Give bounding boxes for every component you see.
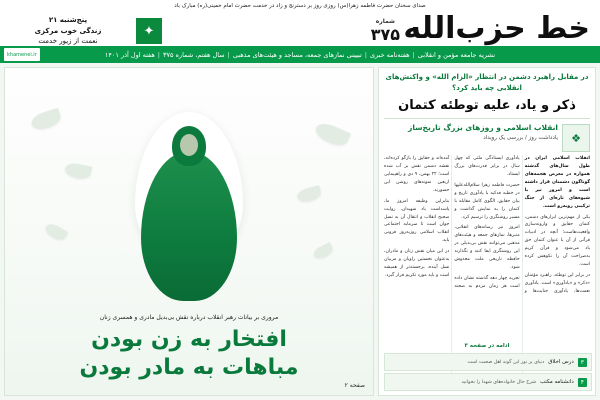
woman-illustration — [129, 112, 249, 297]
article-paragraph: تجربه چهار دهه گذشته نشان داده است هر زمان مردم به صحنه آمده‌اند و حقایق را بازگو کرده‌اند، نقشه دشمن نقش بر آب شده است؛ ۲۲ بهمن، ۹ دی و راهپیمایی اربعین نمونه‌های روشن این حضورند. — [384, 156, 520, 289]
decorative-leaf-icon — [29, 108, 62, 132]
decorative-leaf-icon — [312, 242, 335, 261]
issue-number-label: شماره — [375, 18, 395, 25]
lead-article-column — [378, 67, 596, 396]
article-kicker: در مقابل راهبرد دشمن در انتظار «الزام الله» و واکنش‌های انقلابی چه باید کرد؟ — [385, 73, 589, 93]
masthead — [0, 12, 600, 48]
article-paragraph: در برابر این توطئه، راهبرد مؤمنان «ذکر» و «یادآوری» است. یادآوری نعمت‌ها، یادآوری جنایت‌ها و یادآوری ایستادگی ملتی که چهل سال در برابر قدرت‌های بزرگ ایستاد. — [454, 156, 590, 294]
issue-number-value: ۳۷۵ — [370, 25, 400, 44]
decorative-leaf-icon — [64, 161, 92, 180]
info-separator-3: | — [227, 50, 230, 59]
cover-caption: مروری بر بیانات رهبر انقلاب درباره نقش بی‌بدیل مادری و همسری زنان — [99, 313, 279, 321]
top-strip-text: صدای سخنان حضرت فاطمه زهرا(س) روزی روز بر دسترنج و زاد در خدمت حضرت امام خمینی(ره) مبارک باد — [174, 3, 426, 9]
website-badge[interactable]: khamenei.ir — [4, 48, 40, 61]
article-sub-byline: یادداشت روز / بررسی یک رویداد — [483, 134, 558, 141]
info-separator-4: | — [157, 50, 160, 59]
info-segment-2: هفته‌نامه خبری — [369, 50, 410, 59]
continuation-note: ادامه در صفحه ۳ — [464, 343, 510, 349]
cover-headline-line1: افتخار به زن بودن — [91, 327, 287, 352]
masthead-date-line3: نعمت از زیور خدمت — [38, 37, 98, 45]
article-paragraph: امروز نیز رسانه‌های انقلابی، منبرها، نمازهای جمعه و هیئت‌های مذهبی می‌توانند نقش بی‌بدیلی در این روشنگری ایفا کنند و نگذارند حافظه تاریخی ملت مخدوش شود. — [454, 225, 520, 270]
teaser-number: ۳ — [578, 358, 587, 367]
cover-headline — [5, 326, 373, 381]
illustration-face — [180, 134, 198, 156]
teaser-item[interactable] — [384, 353, 592, 371]
teaser-item[interactable] — [384, 373, 592, 391]
info-segment-1: نشریه جامعه مؤمن و انقلابی — [417, 50, 496, 59]
teaser-number: ۴ — [578, 378, 587, 387]
info-segment-5: هفته اول آذر ۱۴۰۱ — [104, 50, 155, 59]
cover-illustration-column — [4, 67, 374, 396]
masthead-logo-icon: ✦ — [136, 18, 162, 44]
decorative-leaf-icon — [296, 185, 322, 203]
article-subsection — [384, 122, 590, 152]
issue-number-block — [371, 18, 400, 44]
publication-title: خط حزب‌الله — [403, 11, 590, 46]
masthead-date-line1: پنج‌شنبه ۲۱ — [48, 16, 88, 24]
article-headline: ذکر و یاد، علیه توطئه کتمان — [398, 98, 576, 114]
article-thumb-icon: ❖ — [562, 124, 590, 152]
divider-rule — [384, 118, 590, 119]
article-paragraph: حضرت فاطمه زهرا سلام‌الله‌علیها در خطبه فدکیه با یادآوری تاریخ و بیان حقایق، الگوی کامل مقابله با کتمان را به نمایش گذاشت و مسیر روشنگری را ترسیم کرد. — [454, 182, 520, 220]
article-sub-title: انقلاب اسلامی و روزهای بزرگ تاریخ‌ساز — [408, 123, 558, 133]
page-reference-note: صفحه ۲ — [344, 382, 365, 389]
masthead-title-block — [403, 11, 590, 46]
page-content — [0, 63, 600, 400]
teaser-title: دانشنامه مکتب — [540, 378, 574, 385]
article-paragraph: یکی از مهم‌ترین ابزارهای دشمن، کتمان حقایق و وارونه‌سازی واقعیت‌هاست؛ آنچه در ادبیات قرآنی از آن با عنوان کتمان حق یاد می‌شود و قرآن کریم به‌صراحت آن را نکوهش کرده است. — [524, 214, 590, 267]
teaser-text: دنیای پر نور این گونه اهل صحبت است — [467, 359, 545, 365]
article-paragraph: بنابراین وظیفه امروز ما، پاسداشت یاد شهیدان، روایت صحیح انقلاب و انتقال آن به نسل جوان است تا سرمایه اجتماعی انقلاب اسلامی روزبه‌روز فزونی یابد. — [384, 198, 450, 244]
masthead-date-block — [8, 15, 128, 47]
info-segment-4: سال هفتم، شماره ۳۷۵ — [162, 50, 225, 59]
info-segment-3: تبیینی نمازهای جمعه، مساجد و هیئت‌های مذهبی — [232, 50, 362, 59]
teaser-text: شرح حال خانواده‌های شهدا را بخوانید — [461, 379, 536, 385]
publication-info-bar — [0, 46, 600, 63]
article-paragraph: در این میان نقش زنان و مادران، به‌عنوان نخستین راویان و مربیان نسل آینده، برجسته‌تر از همیشه است و باید مورد تکریم قرار گیرد. — [384, 249, 450, 278]
teaser-title: درس اخلاق — [548, 358, 574, 365]
decorative-leaf-icon — [43, 221, 68, 242]
article-paragraph: انقلاب اسلامی ایران در طول سال‌های گذشته همواره در معرض هجمه‌های گوناگون دشمنان قرار داشته است و امروز نیز با شیوه‌های تازه‌ای از جنگ ترکیبی روبه‌رو است. — [524, 156, 590, 209]
info-separator-1: | — [412, 50, 415, 59]
decorative-leaf-icon — [313, 120, 351, 149]
cover-headline-line2: مباهات به مادر بودن — [79, 354, 299, 380]
info-separator-2: | — [364, 50, 367, 59]
masthead-date-line2: زندگی خوب مرکزی — [34, 26, 102, 35]
